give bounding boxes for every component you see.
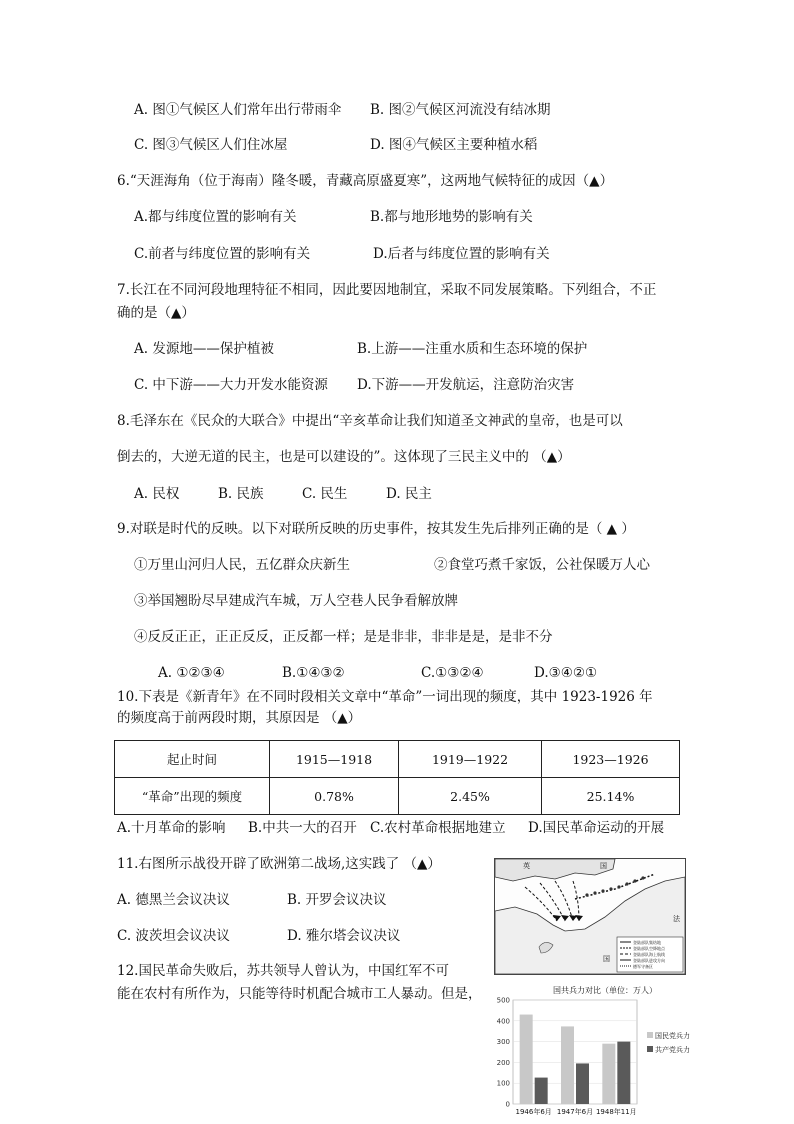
q9-item-4: ④反反正正，正正反反，正反都一样；是是非非，非非是是，是非不分 [134, 629, 553, 645]
q11-option-a: A. 德黑兰会议决议 [117, 892, 230, 908]
x-tick-label: 1946年6月 [515, 1108, 552, 1116]
table-header-cell: 1915—1918 [270, 741, 399, 778]
q10-option-a: A.十月革命的影响 [117, 820, 226, 836]
q5-option-b: B. 图②气候区河流没有结冰期 [370, 102, 551, 118]
q7-stem-line1: 7.长江在不同河段地理特征不相同，因此要因地制宜，采取不同发展策略。下列组合，不正 [117, 282, 657, 298]
map-legend-item: 登陆部队进攻方向 [633, 958, 665, 963]
legend-swatch [647, 1032, 653, 1038]
q11-option-d: D. 雅尔塔会议决议 [287, 928, 401, 944]
q7-option-d: D.下游——开发航运，注意防治灾害 [357, 377, 575, 393]
map-label-uk: 英 [523, 862, 530, 870]
q9-stem: 9.对联是时代的反映。以下对联所反映的历史事件，按其发生先后排列正确的是（ ▲ ） [117, 521, 635, 537]
q8-stem-line1: 8.毛泽东在《民众的大联合》中提出“辛亥革命让我们知道圣文神武的皇帝，也是可以 [117, 413, 623, 429]
table-header-cell: 起止时间 [115, 741, 270, 778]
q10-option-b: B.中共一大的召开 [248, 820, 357, 836]
table-cell: 0.78% [270, 778, 399, 815]
q7-option-c: C. 中下游——大力开发水能资源 [134, 377, 328, 393]
q5-option-c: C. 图③气候区人们住冰屋 [134, 137, 288, 153]
q5-option-d: D. 图④气候区主要种植水稻 [370, 137, 538, 153]
q7-option-b: B.上游——注重水质和生态环境的保护 [357, 341, 588, 357]
q9-option-d: D.③④②① [534, 665, 598, 681]
bar [520, 1015, 533, 1104]
normandy-landing-map [494, 858, 686, 975]
map-drawing [495, 859, 685, 974]
bar [602, 1044, 615, 1104]
bar [535, 1078, 548, 1104]
q9-option-c: C.①③②④ [421, 665, 484, 681]
q11-option-b: B. 开罗会议决议 [287, 892, 387, 908]
x-tick-label: 1947年6月 [556, 1108, 594, 1116]
q8-option-c: C. 民生 [302, 486, 348, 502]
y-tick-label: 100 [496, 1079, 510, 1088]
q5-option-a: A. 图①气候区人们常年出行带雨伞 [134, 102, 342, 118]
q12-stem-line1: 12.国民革命失败后，苏共领导人曾认为，中国红军不可 [117, 963, 449, 979]
map-label-country: 国 [600, 862, 607, 870]
table-cell: 2.45% [399, 778, 542, 815]
map-label-east: 法 [673, 915, 680, 923]
q6-option-b: B.都与地形地势的影响有关 [370, 209, 533, 225]
q10-option-d: D.国民革命运动的开展 [528, 820, 665, 836]
map-label-south: 国 [603, 955, 610, 963]
bar [576, 1063, 589, 1104]
q12-stem-line2: 能在农村有所作为，只能等待时机配合城市工人暴动。但是， [117, 986, 482, 1002]
legend-swatch [647, 1046, 653, 1052]
q6-stem: 6.“天涯海角（位于海南）隆冬暖，青藏高原盛夏寒”，这两地气候特征的成因（▲） [117, 173, 614, 189]
map-legend-item: 德军守备区 [633, 964, 653, 969]
y-tick-label: 200 [496, 1058, 510, 1067]
q8-stem-line2: 倒去的，大逆无道的民主，也是可以建设的”。这体现了三民主义中的 （▲） [117, 449, 571, 465]
force-comparison-chart [487, 980, 697, 1120]
q7-option-a: A. 发源地——保护植被 [134, 341, 274, 357]
q6-option-a: A.都与纬度位置的影响有关 [134, 209, 297, 225]
chart-title: 国共兵力对比（单位：万人） [553, 986, 657, 995]
q10-stem-line2: 的频度高于前两段时期，其原因是 （▲） [117, 710, 362, 726]
y-tick-label: 400 [496, 1017, 510, 1026]
table-header-cell: 1923—1926 [542, 741, 680, 778]
chart-svg [487, 980, 697, 1120]
q7-stem-line2: 确的是（▲） [117, 305, 195, 321]
q9-item-2: ②食堂巧煮千家饭，公社保暖万人心 [434, 557, 650, 573]
q9-item-3: ③举国翘盼尽早建成汽车城，万人空巷人民争看解放牌 [134, 593, 458, 609]
q9-option-b: B.①④③② [282, 665, 345, 681]
bar [617, 1042, 630, 1104]
table-header-row [115, 741, 680, 778]
x-tick-label: 1948年11月 [595, 1108, 637, 1116]
legend-label: 国民党兵力 [655, 1032, 690, 1040]
q6-option-c: C.前者与纬度位置的影响有关 [134, 246, 311, 262]
y-tick-label: 300 [496, 1038, 510, 1047]
q8-option-a: A. 民权 [134, 486, 180, 502]
q11-option-c: C. 波茨坦会议决议 [117, 928, 230, 944]
y-tick-label: 500 [496, 996, 510, 1005]
frequency-table [114, 740, 680, 815]
q10-option-c: C.农村革命根据地建立 [370, 820, 506, 836]
q8-option-d: D. 民主 [386, 486, 432, 502]
q10-stem-line1: 10.下表是《新青年》在不同时段相关文章中“革命”一词出现的频度，其中 1923-1926 年 [117, 689, 653, 705]
q9-item-1: ①万里山河归人民，五亿群众庆新生 [134, 557, 350, 573]
map-legend-item: 登陆部队海上航线 [633, 952, 665, 957]
map-legend-item: 登陆部队集结地 [633, 940, 661, 945]
q6-option-d: D.后者与纬度位置的影响有关 [373, 246, 550, 262]
legend-label: 共产党兵力 [655, 1046, 690, 1054]
q8-option-b: B. 民族 [218, 486, 264, 502]
table-row [115, 778, 680, 815]
q9-option-a: A. ①②③④ [158, 665, 225, 681]
table-cell: “革命”出现的频度 [115, 778, 270, 815]
table-header-cell: 1919—1922 [399, 741, 542, 778]
y-tick-label: 0 [505, 1100, 510, 1109]
bar [561, 1026, 574, 1104]
q11-stem: 11.右图所示战役开辟了欧洲第二战场,这实践了 （▲） [117, 856, 441, 872]
table-cell: 25.14% [542, 778, 680, 815]
map-legend-item: 登陆部队空降地点 [633, 946, 665, 951]
